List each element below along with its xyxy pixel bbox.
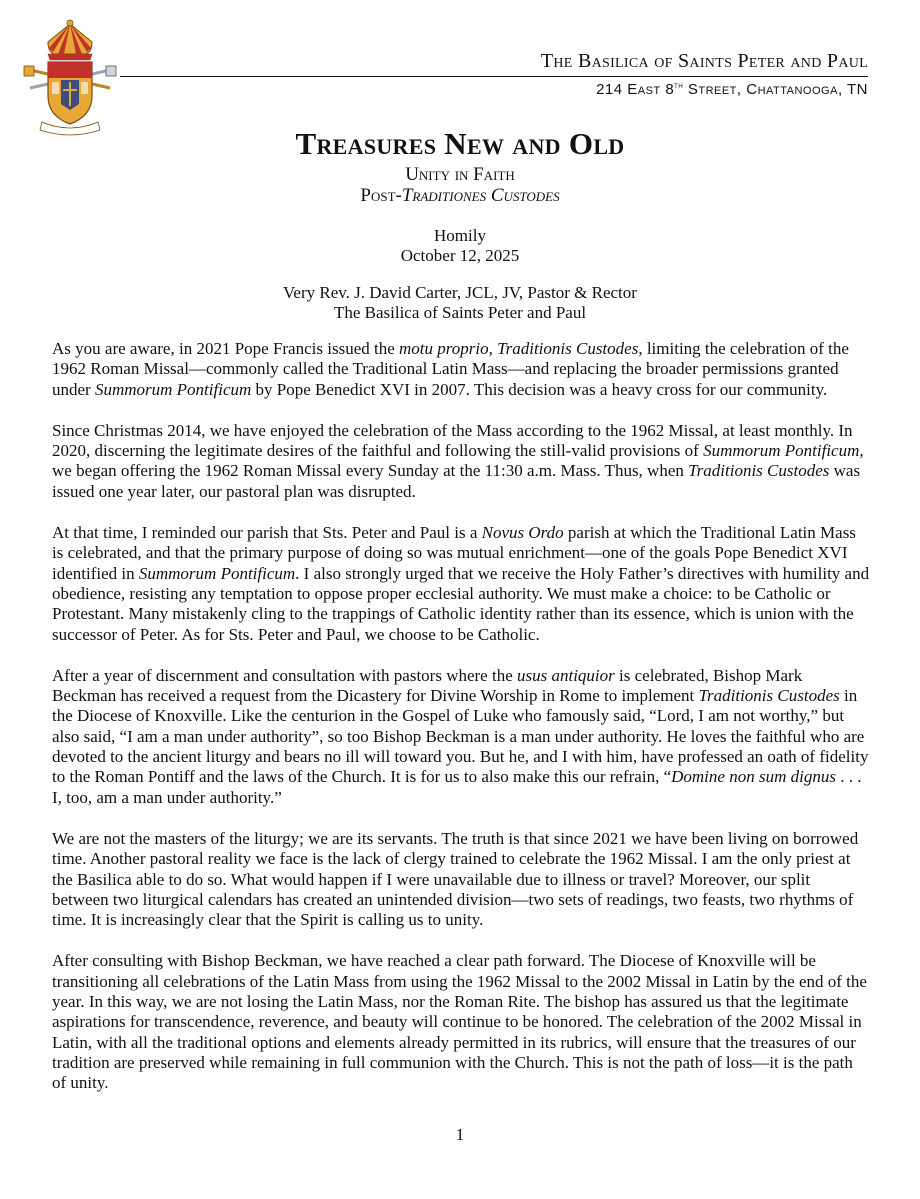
paragraph-5: We are not the masters of the liturgy; we are its servants. The truth is that since 2021 we have been living on borrowed time. Another pastoral reality we face is the lack of clergy trained to celebrate the 1962 Missal. I am the only priest at the Basilica able to do so. What would happen if I were unavailable due to illness or travel? Moreover, our split between two liturgical calendars has created an unintended division—two sets of readings, two feasts, two rhythms of time. It is increasingly clear that the Spirit is calling us to unity. [52, 828, 859, 930]
homily-meta [0, 226, 920, 266]
paragraph-2: Since Christmas 2014, we have enjoyed the celebration of the Mass according to the 1962 Missal, at least monthly. In 2020, discerning the legitimate desires of the faithful and following the still-valid provisions of Summorum Pontificum, we began offering the 1962 Roman Missal every Sunday at the 11:30 a.m. Mass. Thus, when Traditionis Custodes was issued one year later, our pastoral plan was disrupted. [52, 420, 864, 501]
author-name: Very Rev. J. David Carter, JCL, JV, Pastor & Rector [283, 283, 637, 302]
author-block [0, 283, 920, 323]
homily-body [52, 339, 870, 1115]
subtitle: Unity in Faith [405, 164, 515, 185]
paragraph-1: As you are aware, in 2021 Pope Francis issued the motu proprio, Traditionis Custodes, limiting the celebration of the 1962 Roman Missal—commonly called the Traditional Latin Mass—and replacing the broader permissions granted under Summorum Pontificum by Pope Benedict XVI in 2007. This decision was a heavy cross for our community. [52, 339, 849, 399]
title-block [0, 124, 920, 207]
subtitle-secondary: Post-Traditiones Custodes [360, 185, 560, 206]
basilica-crest-logo [20, 18, 120, 136]
paragraph-6: After consulting with Bishop Beckman, we have reached a clear path forward. The Diocese of Knoxville will be transitioning all celebrations of the Latin Mass from using the 1962 Missal to the 2002 Missal in Latin by the end of the year. In this way, we are not losing the Latin Mass, nor the Roman Rite. The bishop has assured us that the legitimate aspirations for transcendence, reverence, and beauty will continue to be honored. The celebration of the 2002 Missal in Latin, with all the traditional options and elements already permitted in its rubrics, will ensure that the treasures of our tradition are preserved while remaining in full communion with the Church. This is not the path of loss—it is the path of unity. [52, 951, 867, 1093]
page-title: Treasures New and Old [295, 126, 625, 161]
letterhead [120, 50, 868, 98]
letterhead-name: The Basilica of Saints Peter and Paul [120, 50, 868, 77]
page-number: 1 [455, 1125, 465, 1144]
homily-label: Homily [434, 226, 486, 245]
paragraph-4: After a year of discernment and consultation with pastors where the usus antiquior is celebrated, Bishop Mark Beckman has received a request from the Dicastery for Divine Worship in Rome to implement Traditionis Custodes in the Diocese of Knoxville. Like the centurion in the Gospel of Luke who famously said, “Lord, I am not worthy,” but also said, “I am a man under authority”, so too Bishop Beckman is a man under authority. He loves the faithful who are devoted to the ancient liturgy and bears no ill will toward you. But he, and I with him, have professed an oath of fidelity to the Roman Pontiff and the laws of the Church. It is for us to also make this our refrain, “Domine non sum dignus . . . I, too, am a man under authority.” [52, 665, 869, 807]
letterhead-address: 214 East 8th Street, Chattanooga, TN [596, 80, 868, 98]
author-place: The Basilica of Saints Peter and Paul [333, 303, 587, 322]
paragraph-3: At that time, I reminded our parish that Sts. Peter and Paul is a Novus Ordo parish at which the Traditional Latin Mass is celebrated, and that the primary purpose of doing so was mutual enrichment—one of the goals Pope Benedict XVI identified in Summorum Pontificum. I also strongly urged that we receive the Holy Father’s directives with humility and obedience, resisting any temptation to oppose proper ecclesial authority. We must make a choice: to be Catholic or Protestant. Many mistakenly cling to the trappings of Catholic identity rather than its essence, which is union with the successor of Peter. As for Sts. Peter and Paul, we choose to be Catholic. [52, 523, 870, 644]
homily-date: October 12, 2025 [400, 246, 520, 265]
